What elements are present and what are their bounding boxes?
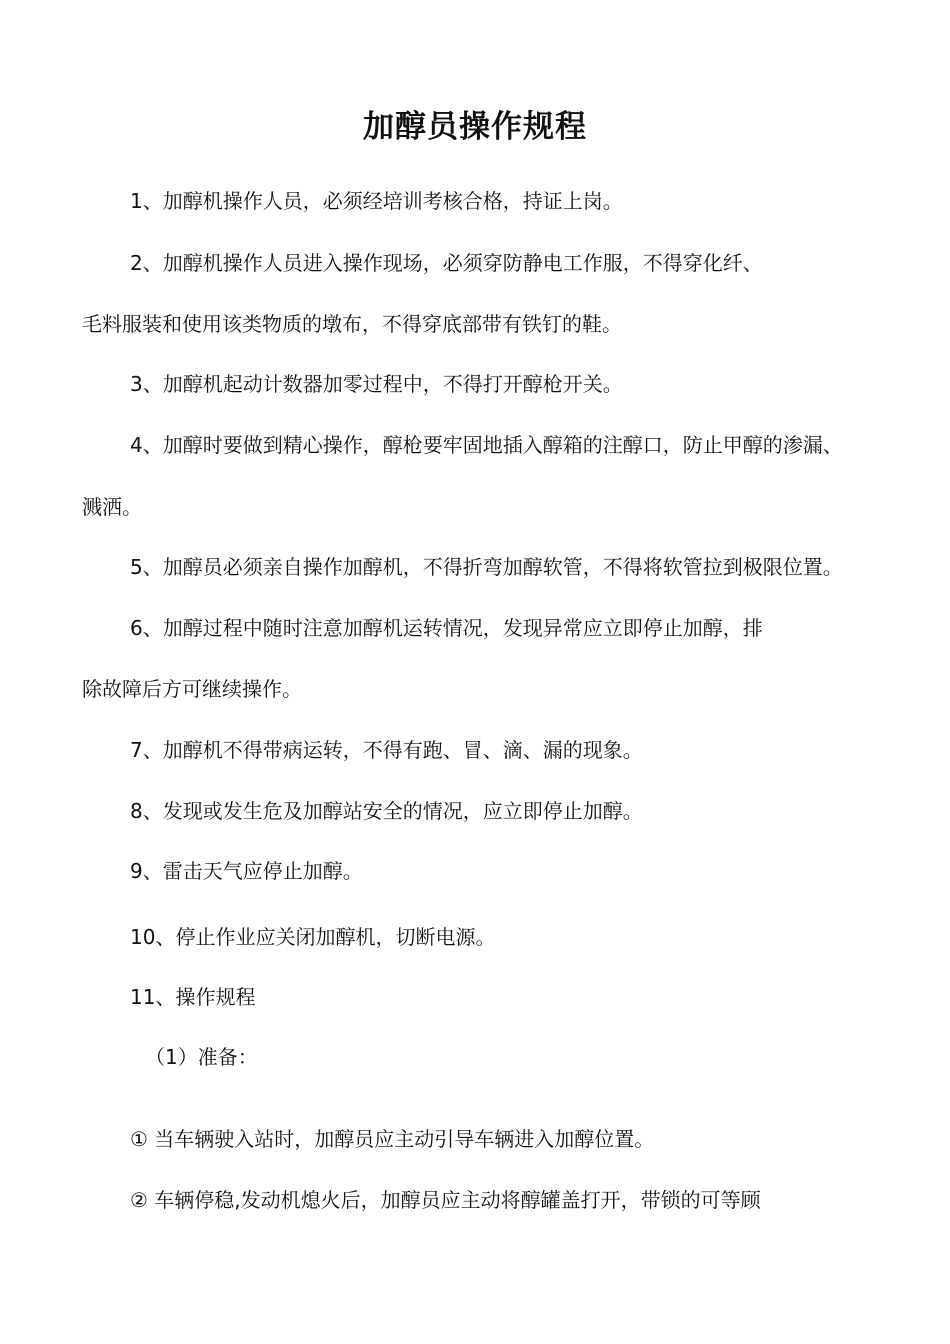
step-item-1: ① 当车辆驶入站时，加醇员应主动引导车辆进入加醇位置。 xyxy=(130,1127,655,1151)
paragraph-line-5: 5、加醇员必须亲自操作加醇机，不得折弯加醇软管，不得将软管拉到极限位置。 xyxy=(130,555,843,579)
step-item-2: ② 车辆停稳,发动机熄火后，加醇员应主动将醇罐盖打开，带锁的可等顾 xyxy=(130,1188,761,1212)
paragraph-line-11: 11、操作规程 xyxy=(130,985,256,1009)
paragraph-line-8: 8、发现或发生危及加醇站安全的情况，应立即停止加醇。 xyxy=(130,799,643,823)
paragraph-line-9: 9、雷击天气应停止加醇。 xyxy=(130,859,363,883)
paragraph-line-1: 1、加醇机操作人员，必须经培训考核合格，持证上岗。 xyxy=(130,189,623,213)
paragraph-line-4-cont: 溅洒。 xyxy=(82,495,142,519)
paragraph-line-2: 2、加醇机操作人员进入操作现场，必须穿防静电工作服，不得穿化纤、 xyxy=(130,251,763,275)
paragraph-line-10: 10、停止作业应关闭加醇机，切断电源。 xyxy=(130,925,496,949)
paragraph-line-3: 3、加醇机起动计数器加零过程中，不得打开醇枪开关。 xyxy=(130,372,623,396)
paragraph-line-6: 6、加醇过程中随时注意加醇机运转情况，发现异常应立即停止加醇，排 xyxy=(130,616,763,640)
paragraph-line-4: 4、加醇时要做到精心操作，醇枪要牢固地插入醇箱的注醇口，防止甲醇的渗漏、 xyxy=(130,433,843,457)
paragraph-line-7: 7、加醇机不得带病运转，不得有跑、冒、滴、漏的现象。 xyxy=(130,738,643,762)
paragraph-line-2-cont: 毛料服装和使用该类物质的墩布，不得穿底部带有铁钉的鞋。 xyxy=(82,312,622,336)
paragraph-line-6-cont: 除故障后方可继续操作。 xyxy=(82,677,302,701)
page-title: 加醇员操作规程 xyxy=(363,109,587,145)
sub-heading-preparation: （1）准备： xyxy=(145,1045,258,1069)
